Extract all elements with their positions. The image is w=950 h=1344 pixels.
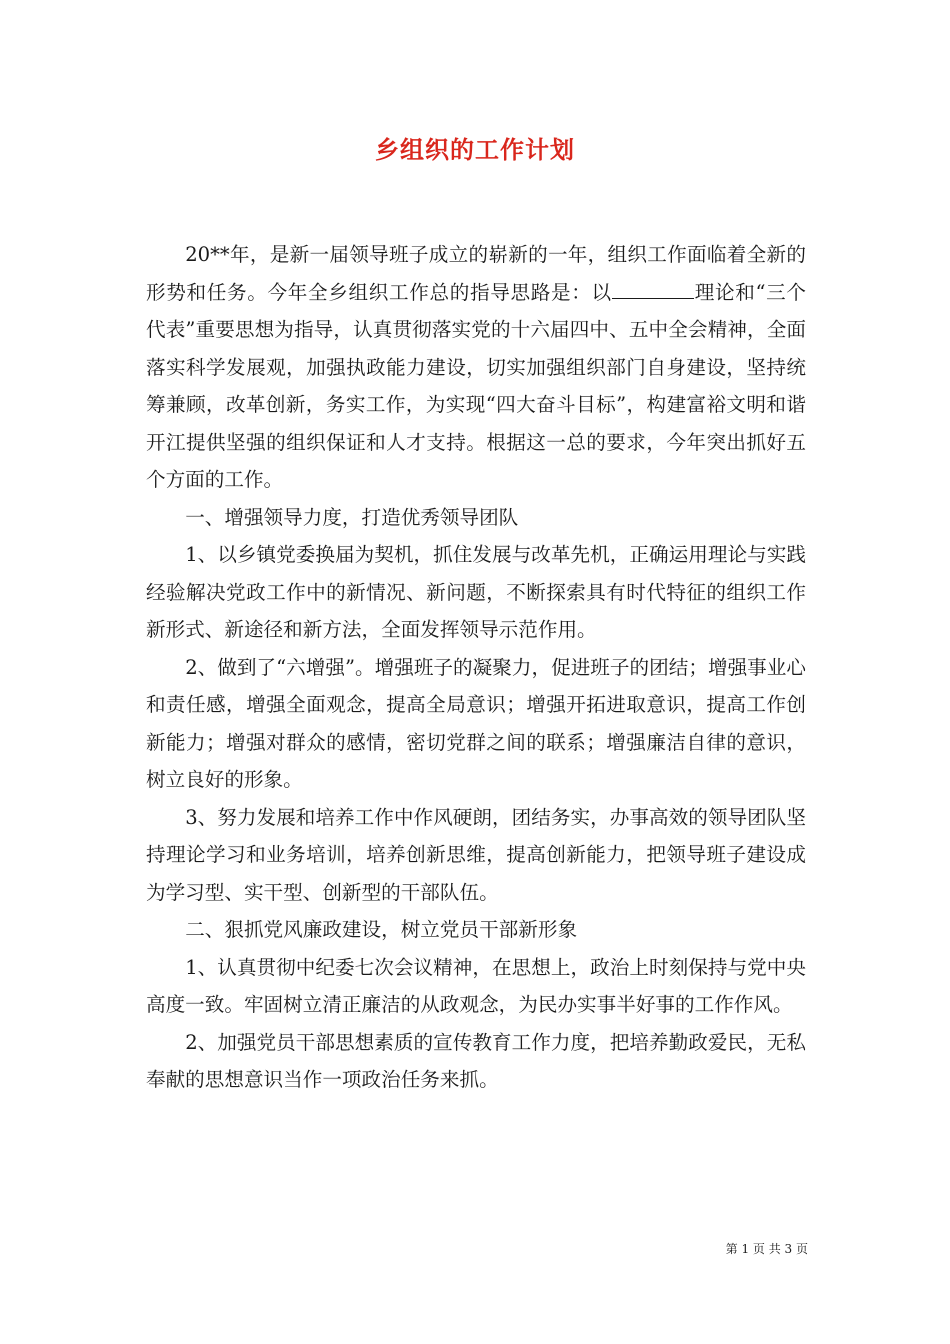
intro-paragraph	[146, 236, 806, 499]
page-number: 第 1 页 共 3 页	[725, 1242, 808, 1256]
section1-item3: 3、努力发展和培养工作中作风硬朗，团结务实，办事高效的领导团队坚持理论学习和业务培训，培养创新思维，提高创新能力，把领导班子建设成为学习型、实干型、创新型的干部队伍。	[146, 805, 806, 904]
section1-item1: 1、以乡镇党委换届为契机，抓住发展与改革先机，正确运用理论与实践经验解决党政工作中的新情况、新问题，不断探索具有时代特征的组织工作新形式、新途径和新方法，全面发挥领导示范作用。	[146, 543, 806, 641]
fill-in-blank-continued	[674, 278, 694, 299]
intro-text-part1: 20**年，是新一届领导班子成立的崭新的一年，组织工作面临着全新的形势和任务。今年全乡组织工作总的指导思路是：以	[146, 243, 806, 304]
document-body	[146, 236, 806, 1099]
section2-item1: 1、认真贯彻中纪委七次会议精神，在思想上，政治上时刻保持与党中央高度一致。牢固树立清正廉洁的从政观念，为民办实事半好事的工作作风。	[146, 955, 806, 1016]
section1-item2: 2、做到了“六增强”。增强班子的凝聚力，促进班子的团结；增强事业心和责任感，增强全面观念，提高全局意识；增强开拓进取意识，提高工作创新能力；增强对群众的感情，密切党群之间的联系；增强廉洁自律的意识，树立良好的形象。	[146, 655, 806, 791]
intro-text-part2: 理论和“三个代表”重要思想为指导，认真贯彻落实党的十六届四中、五中全会精神，全面落实科学发展观，加强执政能力建设，切实加强组织部门自身建设，坚持统筹兼顾，改革创新，务实工作，为实现“四大奋斗目标”，构建富裕文明和谐开江提供坚强的组织保证和人才支持。根据这一总的要求，今年突出抓好五个方面的工作。	[146, 280, 806, 491]
section2-item2: 2、加强党员干部思想素质的宣传教育工作力度，把培养勤政爱民，无私奉献的思想意识当作一项政治任务来抓。	[146, 1030, 806, 1091]
section-heading-2: 二、狠抓党风廉政建设，树立党员干部新形象	[185, 918, 578, 941]
document-title: 乡组织的工作计划	[375, 135, 575, 164]
section-heading-1: 一、增强领导力度，打造优秀领导团队	[185, 505, 519, 529]
fill-in-blank	[612, 278, 675, 299]
